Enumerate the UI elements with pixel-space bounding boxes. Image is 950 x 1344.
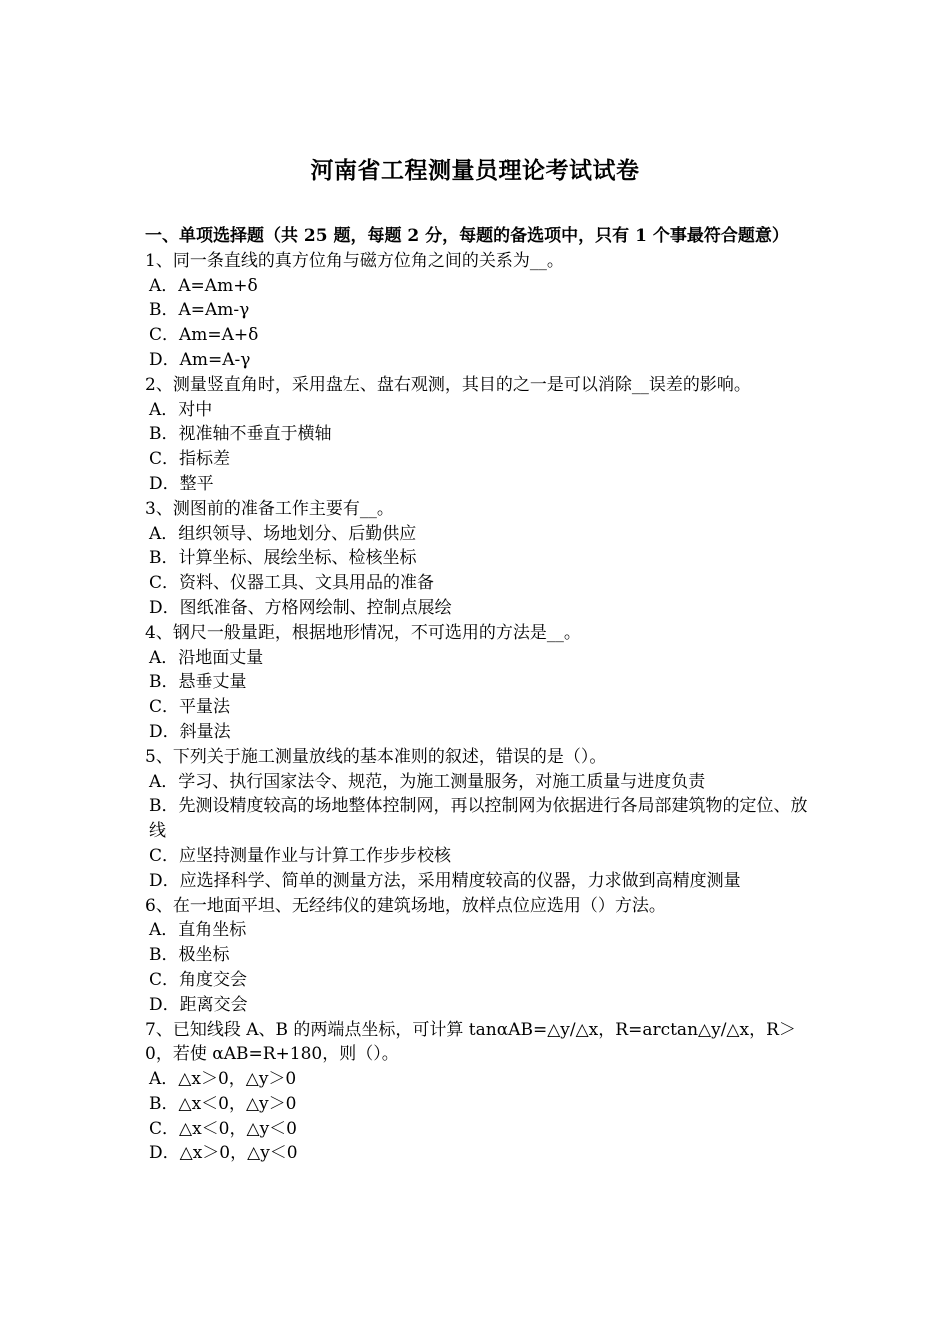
option-a	[145, 1067, 815, 1092]
section-heading: 一、单项选择题（共 25 题，每题 2 分，每题的备选项中，只有 1 个事最符合题意）	[145, 226, 789, 246]
option-text: A=Am+δ	[178, 275, 258, 296]
option-text: A=Am-γ	[178, 300, 250, 321]
option-label: B．	[149, 945, 179, 966]
option-text: 极坐标	[178, 945, 230, 966]
question-3	[145, 497, 815, 621]
option-label: A．	[149, 275, 179, 296]
option-label: C．	[149, 697, 180, 718]
option-list	[145, 398, 815, 497]
option-text: △x＜0，△y＜0	[179, 1118, 297, 1139]
option-list	[145, 918, 815, 1017]
option-text: 资料、仪器工具、文具用品的准备	[179, 573, 435, 594]
option-a	[145, 918, 815, 943]
option-label: B．	[149, 1093, 179, 1114]
option-text: 图纸准备、方格网绘制、控制点展绘	[179, 597, 452, 618]
option-b	[145, 422, 815, 447]
question-5	[145, 745, 815, 894]
option-c	[145, 447, 815, 472]
option-label: A．	[149, 920, 179, 941]
question-text: 4、钢尺一般量距，根据地形情况，不可选用的方法是__。	[145, 622, 581, 643]
option-text: △x＜0，△y＞0	[178, 1093, 297, 1114]
option-a	[145, 770, 815, 795]
option-a	[145, 522, 815, 547]
option-label: D．	[149, 597, 180, 618]
option-text: 整平	[179, 473, 214, 494]
option-d	[145, 993, 815, 1018]
question-text: 5、下列关于施工测量放线的基本准则的叙述，错误的是（）。	[145, 746, 607, 767]
option-b	[145, 943, 815, 968]
option-list	[145, 646, 815, 745]
question-text: 3、测图前的准备工作主要有__。	[145, 498, 394, 519]
option-d	[145, 1141, 815, 1166]
option-text: 悬垂丈量	[178, 672, 247, 693]
option-text: 沿地面丈量	[178, 647, 264, 668]
option-label: B．	[149, 300, 179, 321]
option-b	[145, 298, 815, 323]
option-label: B．	[149, 548, 179, 569]
option-label: C．	[149, 325, 180, 346]
option-label: C．	[149, 845, 180, 866]
option-label: C．	[149, 449, 180, 470]
option-list	[145, 522, 815, 621]
option-c	[145, 968, 815, 993]
option-a	[145, 398, 815, 423]
question-2	[145, 373, 815, 497]
option-label: D．	[149, 721, 180, 742]
option-label: B．	[149, 672, 179, 693]
option-text: 斜量法	[179, 721, 231, 742]
question-6	[145, 894, 815, 1018]
option-b	[145, 546, 815, 571]
option-text: 组织领导、场地划分、后勤供应	[178, 523, 417, 544]
option-label: A．	[149, 647, 179, 668]
option-text: 角度交会	[179, 969, 248, 990]
option-label: B．	[149, 796, 179, 817]
option-label: D．	[149, 349, 180, 370]
option-text: 应选择科学、简单的测量方法，采用精度较高的仪器，力求做到高精度测量	[179, 870, 741, 891]
option-list	[145, 274, 815, 373]
question-text: 2、测量竖直角时，采用盘左、盘右观测，其目的之一是可以消除__误差的影响。	[145, 374, 751, 395]
option-b	[145, 1092, 815, 1117]
document-body	[145, 224, 815, 1166]
option-text: 应坚持测量作业与计算工作步步校核	[179, 845, 452, 866]
option-b	[145, 794, 815, 844]
option-label: C．	[149, 969, 180, 990]
question-7	[145, 1018, 815, 1167]
option-text: 直角坐标	[178, 920, 247, 941]
option-label: D．	[149, 994, 180, 1015]
option-label: B．	[149, 424, 179, 445]
option-c	[145, 1117, 815, 1142]
option-text: 视准轴不垂直于横轴	[178, 424, 332, 445]
option-list	[145, 770, 815, 894]
option-text: 对中	[178, 399, 213, 420]
option-list	[145, 1067, 815, 1166]
option-text: △x＞0，△y＞0	[178, 1069, 297, 1090]
option-text: Am=A-γ	[179, 349, 251, 370]
option-text: 计算坐标、展绘坐标、检核坐标	[178, 548, 417, 569]
option-c	[145, 323, 815, 348]
option-a	[145, 274, 815, 299]
option-text: 学习、执行国家法令、规范，为施工测量服务，对施工质量与进度负责	[178, 771, 706, 792]
option-a	[145, 646, 815, 671]
option-c	[145, 844, 815, 869]
option-d	[145, 472, 815, 497]
option-label: D．	[149, 473, 180, 494]
option-d	[145, 720, 815, 745]
option-label: A．	[149, 523, 179, 544]
option-text: △x＞0，△y＜0	[179, 1143, 298, 1164]
option-label: A．	[149, 399, 179, 420]
option-c	[145, 695, 815, 720]
question-4	[145, 621, 815, 745]
option-d	[145, 348, 815, 373]
option-c	[145, 571, 815, 596]
option-d	[145, 596, 815, 621]
question-text: 1、同一条直线的真方位角与磁方位角之间的关系为__。	[145, 250, 564, 271]
option-label: D．	[149, 1143, 180, 1164]
option-text: 距离交会	[179, 994, 248, 1015]
question-text: 6、在一地面平坦、无经纬仪的建筑场地，放样点位应选用（）方法。	[145, 895, 666, 916]
option-label: D．	[149, 870, 180, 891]
question-1	[145, 249, 815, 373]
option-text: 先测设精度较高的场地整体控制网，再以控制网为依据进行各局部建筑物的定位、放线	[149, 796, 808, 842]
option-label: C．	[149, 1118, 180, 1139]
option-label: A．	[149, 771, 179, 792]
document-title: 河南省工程测量员理论考试试卷	[310, 157, 640, 184]
option-label: C．	[149, 573, 180, 594]
option-text: 平量法	[179, 697, 231, 718]
option-text: 指标差	[179, 449, 231, 470]
question-text: 7、已知线段 A、B 的两端点坐标，可计算 tanαAB=△y/△x，R=arctan△y/△x，R＞0，若使 αAB=R+180，则（）。	[145, 1019, 796, 1065]
option-d	[145, 869, 815, 894]
option-text: Am=A+δ	[179, 325, 259, 346]
option-b	[145, 670, 815, 695]
option-label: A．	[149, 1069, 179, 1090]
